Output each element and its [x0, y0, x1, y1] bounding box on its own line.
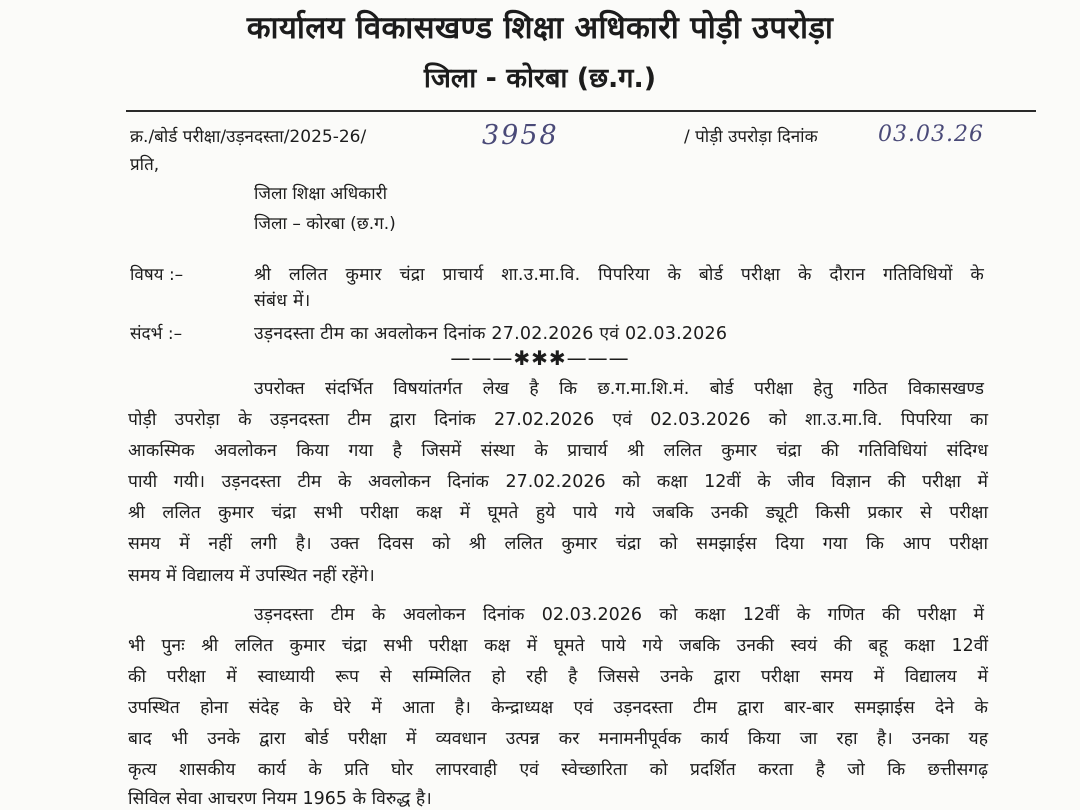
district-title: जिला - कोरबा (छ.ग.) — [423, 63, 657, 94]
ornament-divider: ———✱✱✱——— — [450, 346, 630, 370]
office-title: कार्यालय विकासखण्ड शिक्षा अधिकारी पोड़ी उपरोड़ा — [246, 10, 834, 46]
paragraph-1-line: समय में विद्यालय में उपस्थित नहीं रहेंगे। — [128, 566, 375, 586]
paragraph-2-line: कृत्य शासकीय कार्य के प्रति घोर लापरवाही एवं स्वेच्छारिता को प्रदर्शित करता है जो कि छत्तीसगढ़ — [128, 760, 988, 780]
place-date-label: / पोड़ी उपरोड़ा दिनांक — [684, 127, 818, 147]
subject-line-1: श्री ललित कुमार चंद्रा प्राचार्य शा.उ.मा.वि. पिपरिया के बोर्ड परीक्षा के दौरान गतिविधियों के — [254, 265, 984, 285]
paragraph-1-line: समय में नहीं लगी है। उक्त दिवस को श्री ललित कुमार चंद्रा को समझाईस दिया गया कि आप परीक्षा — [128, 534, 988, 554]
reference-label: संदर्भ :– — [130, 324, 183, 344]
paragraph-2-line: की परीक्षा में स्वाध्यायी रूप से सम्मिलित हो रही है जिससे उनके द्वारा परीक्षा समय में विद्यालय में — [128, 667, 988, 687]
paragraph-2-line: बाद भी उनके द्वारा बोर्ड परीक्षा में व्यवधान उत्पन्न कर मनामनीपूर्वक कार्य किया जा रहा है। उनका यह — [128, 729, 988, 749]
subject-label: विषय :– — [130, 265, 184, 285]
recipient-designation: जिला शिक्षा अधिकारी — [254, 184, 387, 204]
handwritten-date: 03.03.26 — [878, 122, 984, 147]
paragraph-1-line: श्री ललित कुमार चंद्रा सभी परीक्षा कक्ष में घूमते हुये पाये गये जबकि उनकी ड्यूटी किसी प्रकार से परीक्षा — [128, 503, 988, 523]
paragraph-2-line: भी पुनः श्री ललित कुमार चंद्रा सभी परीक्षा कक्ष में घूमते पाये गये जबकि उनकी स्वयं की बहू कक्षा 12वीं — [128, 636, 988, 656]
paragraph-2-line: उपस्थित होना संदेह के घेरे में आता है। केन्द्राध्यक्ष एवं उड़नदस्ता टीम द्वारा बार-बार समझाईस देने के — [128, 698, 988, 718]
paragraph-2-line: उड़नदस्ता टीम के अवलोकन दिनांक 02.03.2026 को कक्षा 12वीं के गणित की परीक्षा में — [254, 605, 984, 625]
header-rule — [126, 110, 1036, 112]
paragraph-1-line: उपरोक्त संदर्भित विषयांतर्गत लेख है कि छ.ग.मा.शि.मं. बोर्ड परीक्षा हेतु गठित विकासखण्ड — [254, 379, 984, 399]
subject-line-2: संबंध में। — [254, 291, 311, 311]
reference-prefix: क्र./बोर्ड परीक्षा/उड़नदस्ता/2025-26/ — [130, 127, 367, 147]
paragraph-1-line: आकस्मिक अवलोकन किया गया है जिसमें संस्था के प्राचार्य श्री ललित कुमार चंद्रा की गतिविधियां संदिग्ध — [128, 441, 988, 461]
handwritten-reference-number: 3958 — [482, 120, 559, 151]
paragraph-1-line: पायी गयी। उड़नदस्ता टीम के अवलोकन दिनांक 27.02.2026 को कक्षा 12वीं के जीव विज्ञान की परीक्षा में — [128, 472, 988, 492]
reference-text: उड़नदस्ता टीम का अवलोकन दिनांक 27.02.2026 एवं 02.03.2026 — [254, 324, 728, 344]
to-label: प्रति, — [130, 155, 160, 175]
paragraph-1-line: पोड़ी उपरोड़ा के उड़नदस्ता टीम द्वारा दिनांक 27.02.2026 एवं 02.03.2026 को शा.उ.मा.वि. पिपरिया का — [128, 410, 988, 430]
recipient-district: जिला – कोरबा (छ.ग.) — [254, 214, 396, 234]
paragraph-2-line: सिविल सेवा आचरण नियम 1965 के विरुद्ध है। — [128, 789, 432, 809]
